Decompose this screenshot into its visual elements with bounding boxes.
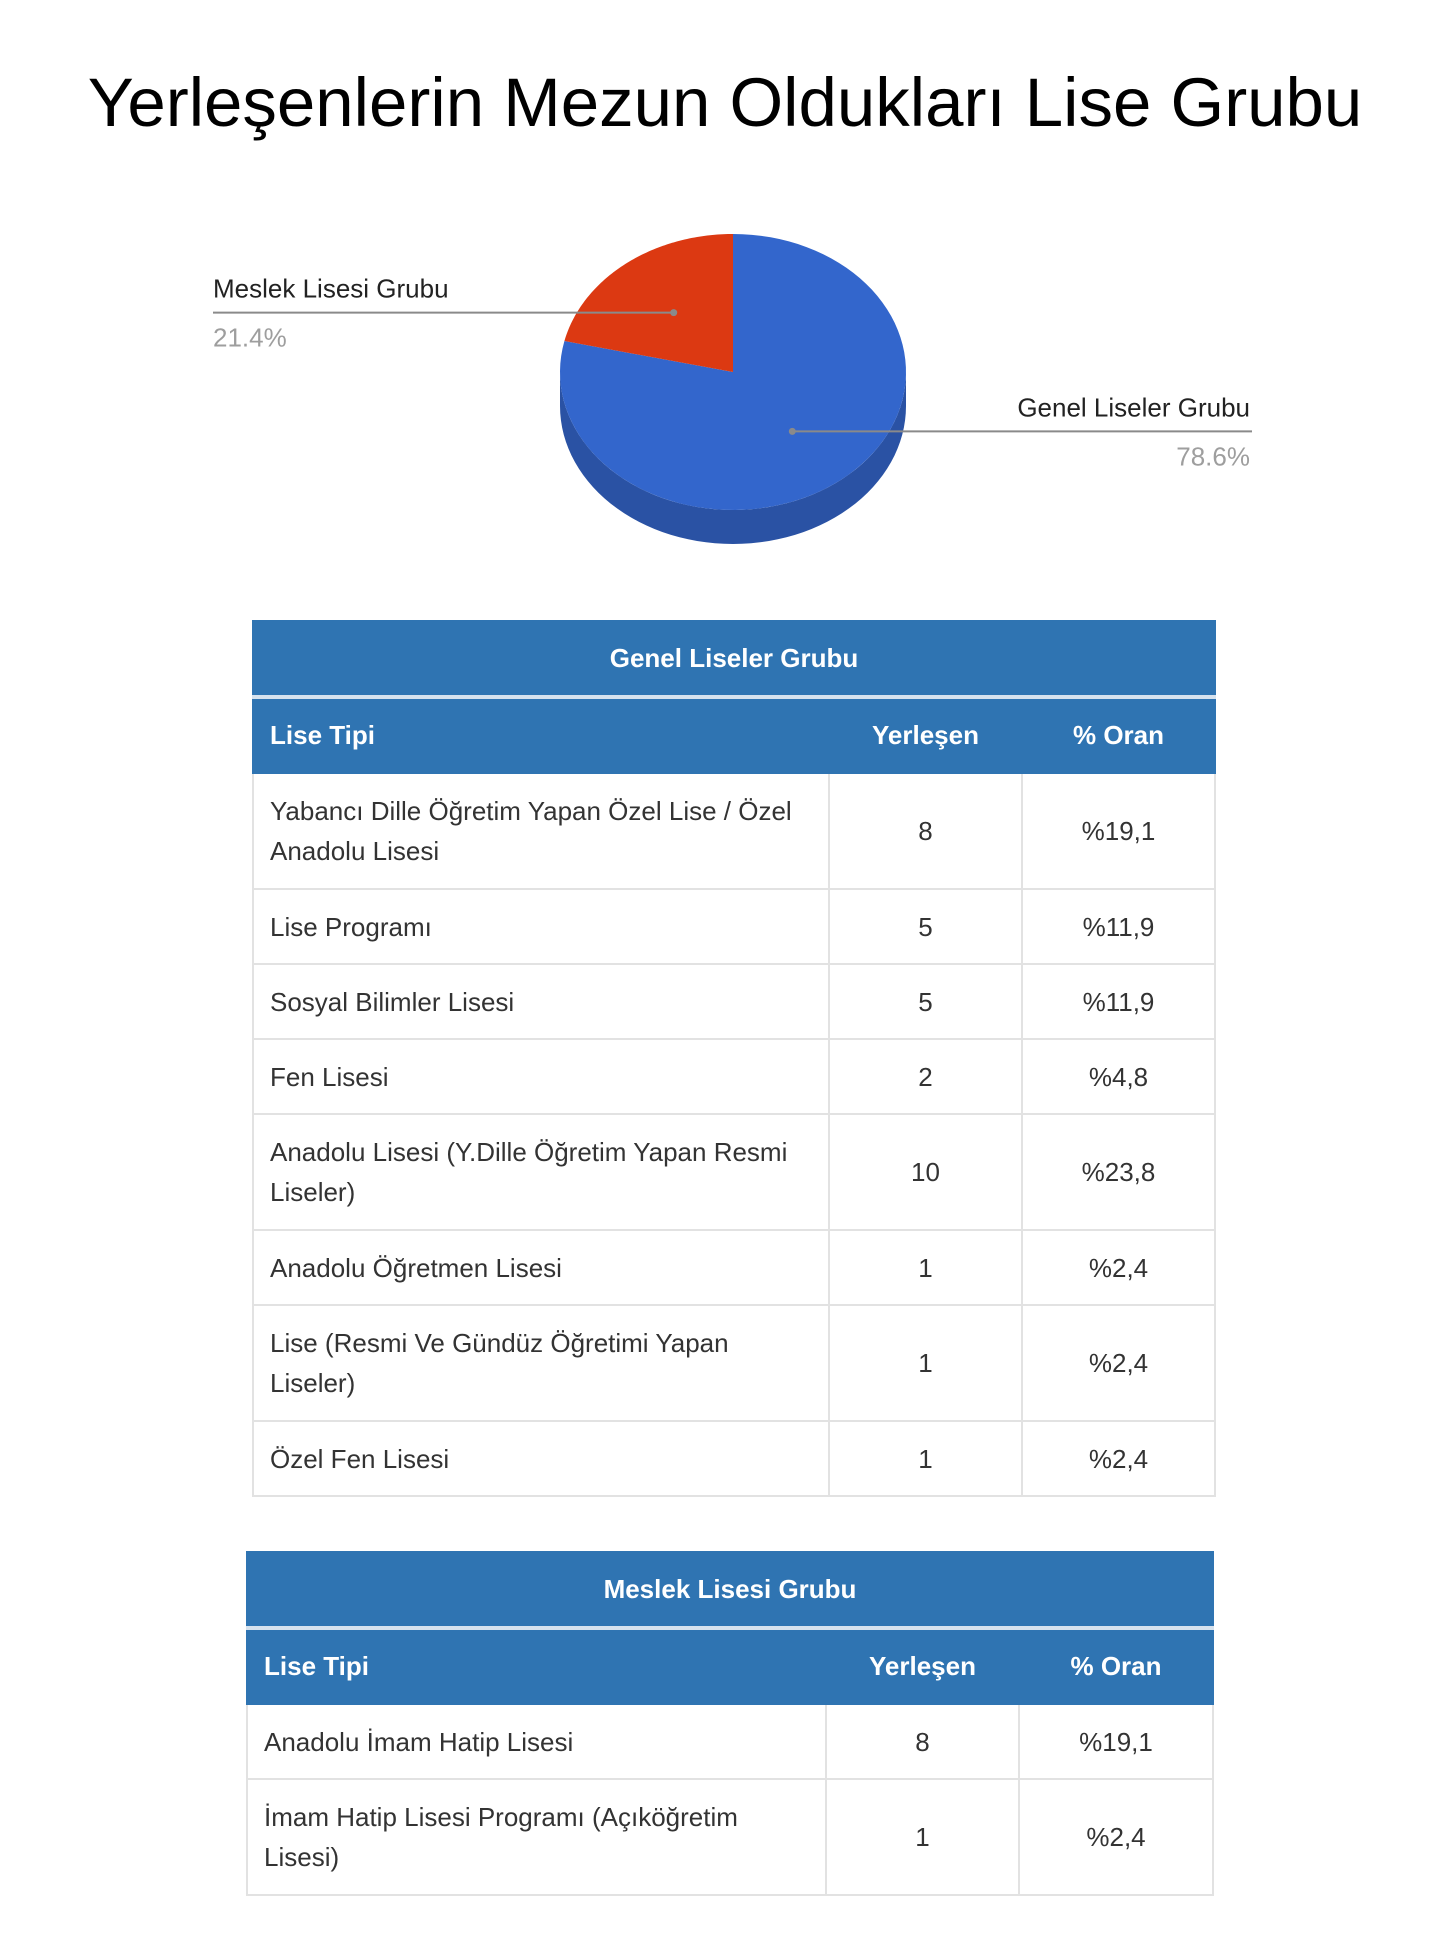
cell-oran: %11,9 — [1022, 889, 1215, 964]
table-row — [247, 1704, 1213, 1779]
cell-yerlesen: 1 — [829, 1421, 1022, 1496]
cell-lise-tipi: Anadolu Lisesi (Y.Dille Öğretim Yapan Resmi Liseler) — [253, 1114, 829, 1230]
cell-lise-tipi: Lise (Resmi Ve Gündüz Öğretimi Yapan Liseler) — [253, 1305, 829, 1421]
cell-lise-tipi: Sosyal Bilimler Lisesi — [253, 964, 829, 1039]
cell-oran: %19,1 — [1022, 773, 1215, 889]
table-row — [253, 1230, 1215, 1305]
genel-liseler-table — [252, 620, 1216, 1497]
cell-lise-tipi: Özel Fen Lisesi — [253, 1421, 829, 1496]
cell-oran: %4,8 — [1022, 1039, 1215, 1114]
column-header-lise-tipi: Lise Tipi — [247, 1628, 826, 1704]
cell-yerlesen: 1 — [829, 1305, 1022, 1421]
cell-yerlesen: 8 — [829, 773, 1022, 889]
cell-yerlesen: 10 — [829, 1114, 1022, 1230]
pie-slice-label: Genel Liseler Grubu — [1017, 392, 1250, 423]
table-row — [253, 1421, 1215, 1496]
cell-oran: %2,4 — [1022, 1230, 1215, 1305]
cell-lise-tipi: Anadolu Öğretmen Lisesi — [253, 1230, 829, 1305]
cell-yerlesen: 5 — [829, 889, 1022, 964]
meslek-lisesi-table — [246, 1551, 1214, 1896]
table-row — [247, 1779, 1213, 1895]
pie-leader-dot — [670, 309, 677, 316]
column-header-lise-tipi: Lise Tipi — [253, 697, 829, 773]
pie-slice-label: Meslek Lisesi Grubu — [213, 273, 449, 304]
pie-slice-percent: 21.4% — [213, 322, 287, 353]
cell-oran: %11,9 — [1022, 964, 1215, 1039]
table-row — [253, 964, 1215, 1039]
table-row — [253, 889, 1215, 964]
cell-yerlesen: 5 — [829, 964, 1022, 1039]
cell-yerlesen: 2 — [829, 1039, 1022, 1114]
table-row — [253, 1305, 1215, 1421]
pie-chart-svg — [0, 200, 1450, 580]
pie-slice-percent: 78.6% — [1176, 441, 1250, 472]
pie-leader-dot — [789, 428, 796, 435]
page-title: Yerleşenlerin Mezun Oldukları Lise Grubu — [87, 64, 1363, 141]
column-header-yerlesen: Yerleşen — [826, 1628, 1019, 1704]
cell-lise-tipi: Lise Programı — [253, 889, 829, 964]
cell-lise-tipi: Anadolu İmam Hatip Lisesi — [247, 1704, 826, 1779]
cell-lise-tipi: Fen Lisesi — [253, 1039, 829, 1114]
cell-oran: %2,4 — [1019, 1779, 1213, 1895]
cell-yerlesen: 8 — [826, 1704, 1019, 1779]
table-group-title: Genel Liseler Grubu — [253, 621, 1215, 697]
cell-oran: %2,4 — [1022, 1421, 1215, 1496]
pie-chart — [0, 200, 1450, 580]
table-group-title: Meslek Lisesi Grubu — [247, 1552, 1213, 1628]
column-header-oran: % Oran — [1022, 697, 1215, 773]
cell-oran: %19,1 — [1019, 1704, 1213, 1779]
table-row — [253, 1039, 1215, 1114]
cell-lise-tipi: Yabancı Dille Öğretim Yapan Özel Lise / Özel Anadolu Lisesi — [253, 773, 829, 889]
cell-yerlesen: 1 — [829, 1230, 1022, 1305]
column-header-yerlesen: Yerleşen — [829, 697, 1022, 773]
column-header-oran: % Oran — [1019, 1628, 1213, 1704]
cell-oran: %2,4 — [1022, 1305, 1215, 1421]
cell-yerlesen: 1 — [826, 1779, 1019, 1895]
table-row — [253, 773, 1215, 889]
table-row — [253, 1114, 1215, 1230]
cell-oran: %23,8 — [1022, 1114, 1215, 1230]
cell-lise-tipi: İmam Hatip Lisesi Programı (Açıköğretim Lisesi) — [247, 1779, 826, 1895]
